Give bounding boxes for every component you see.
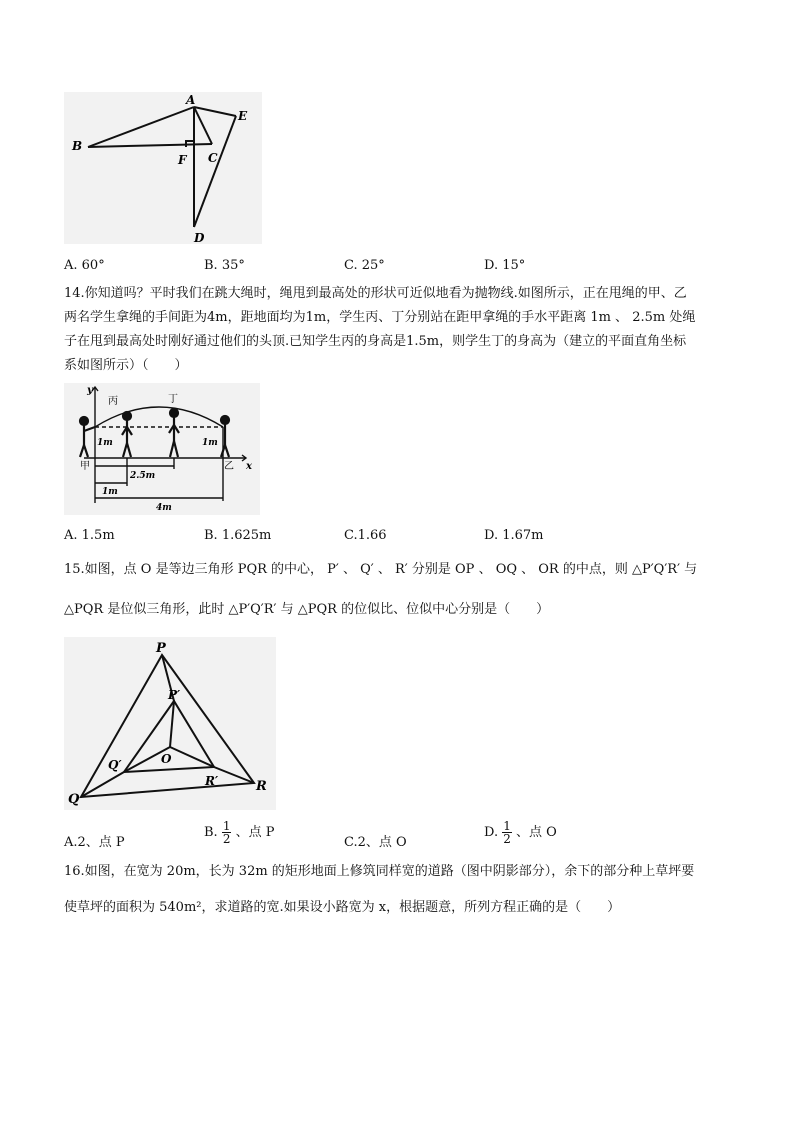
q14-line-1: 14.你知道吗？平时我们在跳大绳时，绳甩到最高处的形状可近似地看为抛物线.如图所示，正在甩绳的甲、乙 xyxy=(64,286,687,301)
q15-option-b-denominator: 2 xyxy=(222,832,231,846)
q14-label-bing: 丙 xyxy=(108,396,118,407)
q14-label-h1: 1m xyxy=(97,438,113,448)
q13-option-c: C. 25° xyxy=(344,258,385,273)
q14-label-y: y xyxy=(87,385,93,396)
q14-label-x: x xyxy=(246,461,252,472)
q15-option-b-prefix: B. xyxy=(204,825,218,840)
q14-label-jia: 甲 xyxy=(80,461,90,472)
q13-label-A: A xyxy=(186,93,196,107)
q13-label-C: C xyxy=(208,151,218,165)
q15-option-b xyxy=(204,820,275,845)
q15-label-Q: Q xyxy=(68,792,80,807)
q14-label-yi: 乙 xyxy=(224,461,234,472)
q14-option-d: D. 1.67m xyxy=(484,528,544,543)
q14-figure xyxy=(64,383,260,515)
q15-option-d-denominator: 2 xyxy=(503,832,511,846)
q13-label-E: E xyxy=(238,109,248,123)
q15-option-a: A.2、点 P xyxy=(64,835,125,850)
q14-line-2: 两名学生拿绳的手间距为4m，距地面均为1m，学生丙、丁分别站在距甲拿绳的手水平距离 1m 、 2.5m 处绳 xyxy=(64,310,696,325)
q14-label-d25: 2.5m xyxy=(130,471,156,481)
q14-option-a: A. 1.5m xyxy=(64,528,115,543)
q13-option-b: B. 35° xyxy=(204,258,245,273)
q15-line-1: 15.如图，点 O 是等边三角形 PQR 的中心， P′ 、 Q′ 、 R′ 分别是 OP 、 OQ 、 OR 的中点，则 △P′Q′R′ 与 xyxy=(64,562,698,577)
q15-option-c: C.2、点 O xyxy=(344,835,407,850)
q15-line-2: △PQR 是位似三角形，此时 △P′Q′R′ 与 △PQR 的位似比、位似中心分别是（ ） xyxy=(64,602,550,617)
q15-label-R: R xyxy=(256,779,267,794)
q15-option-d-suffix: 、点 O xyxy=(516,825,557,840)
q15-option-d-numerator: 1 xyxy=(503,819,511,833)
q15-option-b-fraction xyxy=(222,820,232,845)
q14-label-ding: 丁 xyxy=(168,394,178,405)
q15-option-d-fraction xyxy=(502,820,512,845)
q15-label-O: O xyxy=(161,752,172,766)
q14-line-4: 系如图所示）（ ） xyxy=(64,358,188,373)
q13-label-D: D xyxy=(194,231,205,244)
q14-label-h2: 1m xyxy=(202,438,218,448)
q15-label-Pp: P′ xyxy=(168,688,181,702)
q14-label-d1: 1m xyxy=(102,487,118,497)
q14-option-c: C.1.66 xyxy=(344,528,387,543)
q16-line-1: 16.如图，在宽为 20m，长为 32m 的矩形地面上修筑同样宽的道路（图中阴影部分），余下的部分种上草坪要 xyxy=(64,864,695,879)
q16-line-2: 使草坪的面积为 540m²，求道路的宽.如果设小路宽为 x，根据题意，所列方程正确的是（ ） xyxy=(64,900,621,915)
q15-option-d-prefix: D. xyxy=(484,825,499,840)
q13-option-d: D. 15° xyxy=(484,258,526,273)
q15-figure xyxy=(64,637,276,810)
q15-option-b-suffix: 、点 P xyxy=(235,825,275,840)
q13-figure xyxy=(64,92,262,244)
q13-label-B: B xyxy=(72,139,83,153)
q15-label-Rp: R′ xyxy=(205,774,219,788)
q15-label-Qp: Q′ xyxy=(108,758,122,772)
q13-option-a: A. 60° xyxy=(64,258,105,273)
q15-option-b-numerator: 1 xyxy=(222,819,231,833)
q13-label-F: F xyxy=(178,153,187,167)
q14-line-3: 子在甩到最高处时刚好通过他们的头顶.已知学生丙的身高是1.5m，则学生丁的身高为（建立的平面直角坐标 xyxy=(64,334,687,349)
q14-option-b: B. 1.625m xyxy=(204,528,272,543)
q15-label-P: P xyxy=(156,641,166,656)
q14-label-d4: 4m xyxy=(156,503,172,513)
q15-option-d xyxy=(484,820,557,845)
